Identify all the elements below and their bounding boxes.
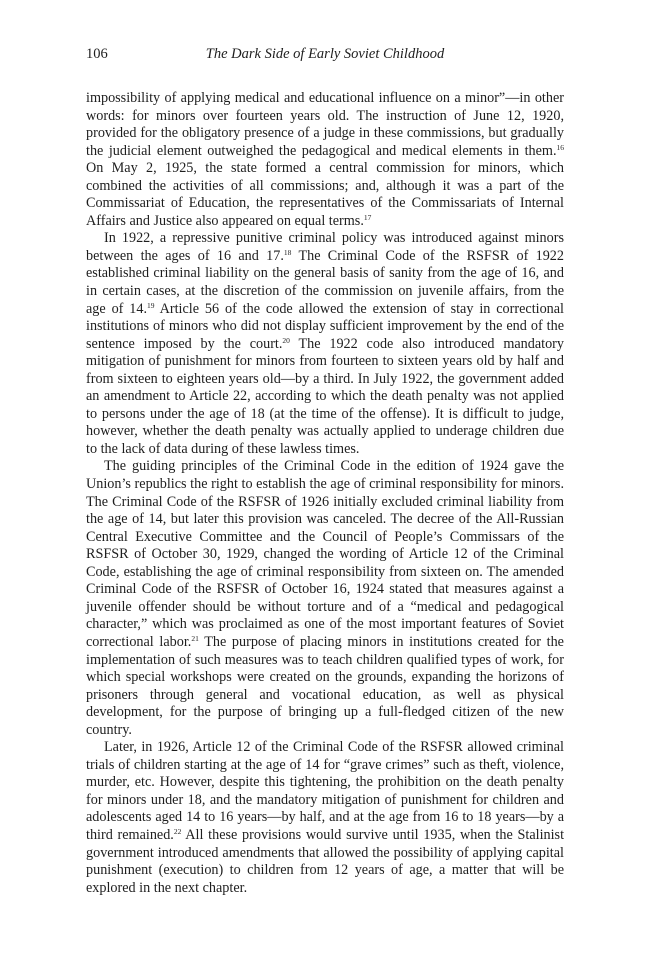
paragraph (86, 739, 564, 897)
running-title: The Dark Side of Early Soviet Childhood (205, 46, 445, 62)
footnote-ref: 20 (282, 335, 290, 345)
footnote-ref: 17 (363, 212, 372, 222)
footnote-ref: 22 (173, 826, 182, 836)
footnote-ref: 21 (191, 633, 199, 643)
footnote-ref: 16 (556, 142, 564, 152)
paragraph-text: On May 2, 1925, the state formed a central commission for minors, which combined the activities of all commissions; and, although it was a part of the Commissariat of Education, the representatives of the Commissariats of Internal Affairs and Justice also appeared on equal terms. (86, 160, 564, 229)
paragraph (86, 230, 564, 458)
paragraph-text: All these provisions would survive until 1935, when the Stalinist government introduced amendments that allowed the possibility of applying capital punishment (execution) to children from 12 years of age, a matter that will be explored in the next chapter. (86, 826, 565, 896)
footnote-ref: 19 (147, 300, 155, 310)
paragraph-text: The Criminal Code of the RSFSR of 1922 established criminal liability on the general basis of sanity from the age of 16, and in certain cases, at the discretion of the commission on juvenile affairs, from the age of 14. (86, 247, 564, 317)
paragraph (86, 458, 564, 739)
page-number: 106 (86, 46, 108, 62)
paragraph-continued (86, 90, 564, 230)
running-header (86, 46, 564, 68)
paragraph-text: The 1922 code also introduced mandatory mitigation of punishment for minors from fourteen to sixteen years old by half and from sixteen to eighteen years old—by a third. In July 1922, the government added an amendment to Article 22, according to which the death penalty was not applied to persons under the age of 18 (at the time of the offense). It is difficult to judge, however, whether the death penalty was actually applied to underage children due to the lack of data during of these lawless times. (86, 335, 564, 457)
paragraph-text: In 1922, a repressive punitive criminal policy was introduced against minors between the ages of 16 and 17. (86, 230, 564, 264)
paragraph-text: Later, in 1926, Article 12 of the Criminal Code of the RSFSR allowed criminal trials of children starting at the age of 14 for “grave crimes” such as theft, violence, murder, etc. However, despite this tightening, the prohibition on the death penalty for minors under 18, and the mandatory mitigation of punishment for children and adolescents aged 14 to 16 years—by half, and at the age from 16 to 18 years—by a third remained. (86, 739, 564, 843)
paragraph-text: impossibility of applying medical and educational influence on a minor”—in other words: for minors over fourteen years old. The instruction of June 12, 1920, provided for the obligatory presence of a judge in these commissions, but gradually the judicial element outweighed the pedagogical and medical elements in them. (86, 90, 564, 159)
paragraph-text: The guiding principles of the Criminal Code in the edition of 1924 gave the Union’s republics the right to establish the age of criminal responsibility for minors. The Criminal Code of the RSFSR of 1926 initially excluded criminal liability from the age of 14, but later this provision was canceled. The decree of the All-Russian Central Executive Committee and the Council of People’s Commissars of the RSFSR of October 30, 1929, changed the wording of Article 12 of the Criminal Code, establishing the age of criminal responsibility from sixteen on. The amended Criminal Code of the RSFSR of October 16, 1924 stated that measures against a juvenile offender should be without torture and of a “medical and pedagogical character,” which was proclaimed as one of the most important features of Soviet correctional labor. (86, 458, 564, 650)
paragraph-text: Article 56 of the code allowed the extension of stay in correctional institutions of minors who did not display sufficient improvement by the end of the sentence imposed by the court. (86, 300, 565, 352)
footnote-ref: 18 (283, 247, 292, 257)
body-text (86, 90, 564, 897)
paragraph-text: The purpose of placing minors in institutions created for the implementation of such measures was to teach children qualified types of work, for which special workshops were created on the grounds, expanding the horizons of prisoners through general and vocational education, as well as physical development, for the purpose of bringing up a full-fledged citizen of the new country. (86, 633, 564, 738)
